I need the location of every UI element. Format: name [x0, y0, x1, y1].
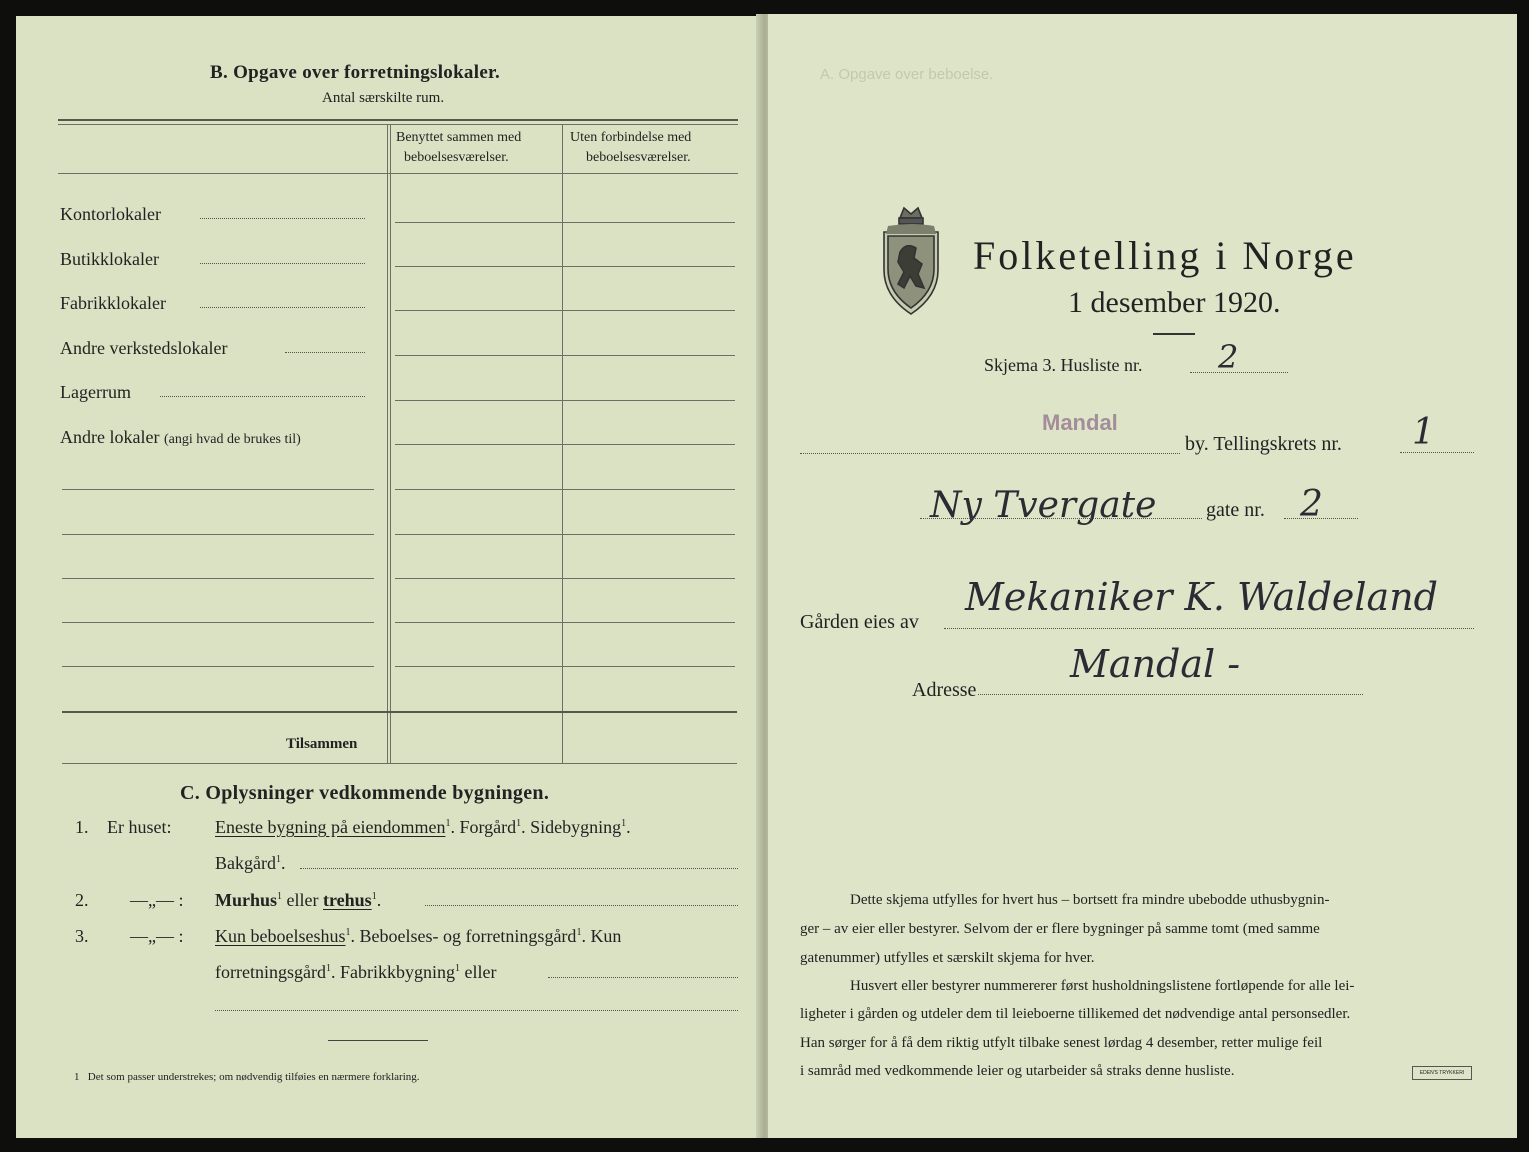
printer-mark — [1412, 1066, 1472, 1080]
footnote-mark: 1 — [74, 1071, 80, 1083]
instruction-line-4: Husvert eller bestyrer nummererer først husholdningslistene fortløpende for alle lei- — [850, 978, 1355, 994]
q1-label: Er huset: — [107, 817, 172, 837]
col1-line2: beboelsesværelser. — [404, 150, 509, 165]
street-name[interactable]: Ny Tvergate — [930, 485, 1157, 526]
andre-lokaler-label: Andre lokaler — [60, 427, 160, 447]
owner-name[interactable]: Mekaniker K. Waldeland — [965, 575, 1438, 619]
q2-option-trehus: trehus — [323, 890, 372, 910]
q3-ditto: —„— : — [130, 926, 184, 946]
gate-number[interactable]: 2 — [1300, 484, 1323, 525]
instruction-line-2: ger – av eier eller bestyrer. Selvom der er flere bygninger på samme tomt (med samme — [800, 921, 1320, 937]
q1-option-forgard: Forgård — [459, 817, 517, 837]
q3-number: 3. — [75, 926, 89, 946]
q2-number: 2. — [75, 890, 89, 910]
cover-date: 1 desember 1920. — [1068, 286, 1281, 319]
location-stamp: Mandal — [1042, 410, 1118, 435]
footnote-text: Det som passer understrekes; om nødvendig tilføies en nærmere forklaring. — [87, 1071, 420, 1083]
by-label: by. Tellingskrets nr. — [1185, 433, 1342, 455]
col2-line2: beboelsesværelser. — [586, 150, 691, 165]
q3-option-beboelses-og-forretningsgard: Beboelses- og forretningsgård — [359, 926, 577, 946]
q3-options: Kun beboelseshus$^1$. Beboelses- og forretningsgård$^1$. Kun — [215, 926, 622, 946]
q1-options: Eneste bygning på eiendommen$^1$. Forgård$^1$. Sidebygning$^1$. — [215, 817, 631, 837]
row-lagerrum: Lagerrum — [60, 382, 131, 402]
row-fabrikklokaler: Fabrikklokaler — [60, 293, 166, 313]
row-andre-lokaler — [60, 427, 301, 448]
q3-kun: Kun — [590, 926, 622, 946]
gate-label: gate nr. — [1206, 499, 1265, 521]
q1-option-bakgard: Bakgård$^1$. — [215, 853, 286, 873]
cover-title: Folketelling i Norge — [973, 233, 1357, 278]
schema-label: Skjema 3. Husliste nr. — [984, 355, 1143, 375]
q1-bakgard-label: Bakgård — [215, 853, 276, 873]
section-b-title: B. Opgave over forretningslokaler. — [210, 62, 501, 83]
q2-option-murhus: Murhus — [215, 890, 278, 910]
footnote — [74, 1071, 420, 1083]
col1-line1: Benyttet sammen med — [396, 130, 522, 145]
instruction-line-7: i samråd med vedkommende leier og utarbeider så straks denne husliste. — [800, 1063, 1235, 1079]
instruction-line-6: Han sørger for å få dem riktig utfylt tilbake senest lørdag 4 desember, retter mulige feil — [800, 1035, 1323, 1051]
owner-label: Gården eies av — [800, 611, 919, 633]
address-value[interactable]: Mandal - — [1070, 642, 1241, 686]
total-label: Tilsammen — [286, 736, 358, 752]
q2-options: Murhus$^1$ eller trehus$^1$. — [215, 890, 382, 910]
address-label: Adresse — [912, 679, 977, 701]
q2-ditto: —„— : — [130, 890, 184, 910]
row-andre-verkstedslokaler: Andre verkstedslokaler — [60, 338, 228, 358]
norwegian-coat-of-arms-icon — [878, 204, 944, 316]
col-header-with-dwelling — [396, 130, 521, 146]
q3-option-fabrikkbygning: Fabrikkbygning — [339, 962, 455, 982]
q1-option-sidebygning: Sidebygning — [530, 817, 622, 837]
q1-option-eneste-bygning: Eneste bygning på eiendommen — [215, 817, 446, 837]
row-kontorlokaler: Kontorlokaler — [60, 204, 161, 224]
instruction-line-3: gatenummer) utfylles et særskilt skjema for hver. — [800, 950, 1095, 966]
col2-line1: Uten forbindelse med — [570, 130, 692, 145]
q2-eller: eller — [286, 890, 319, 910]
andre-lokaler-note: (angi hvad de brukes til) — [163, 432, 301, 447]
row-butikklokaler: Butikklokaler — [60, 249, 159, 269]
q3-options-cont: forretningsgård$^1$. Fabrikkbygning$^1$ eller — [215, 962, 497, 982]
instruction-line-1: Dette skjema utfylles for hvert hus – bortsett fra mindre ubebodde uthusbygnin- — [850, 892, 1330, 908]
bleed-through-text: A. Opgave over beboelse. — [820, 66, 994, 83]
q1-number: 1. — [75, 817, 89, 837]
printer-mark-text: EDEN'S TRYKKERI — [1419, 1070, 1465, 1076]
section-b-subtitle: Antal særskilte rum. — [322, 90, 445, 106]
q3-eller: eller — [464, 962, 497, 982]
instruction-line-5: ligheter i gården og utdeler dem til leieboerne tillikemed det nødvendige antal personsedler. — [800, 1006, 1351, 1022]
q3-option-forretningsgard: forretningsgård — [215, 962, 326, 982]
tellingskrets-number[interactable]: 1 — [1412, 412, 1435, 453]
section-c-title: C. Oplysninger vedkommende bygningen. — [180, 782, 550, 804]
husliste-number[interactable]: 2 — [1218, 338, 1239, 376]
q3-option-kun-beboelseshus: Kun beboelseshus — [215, 926, 346, 946]
